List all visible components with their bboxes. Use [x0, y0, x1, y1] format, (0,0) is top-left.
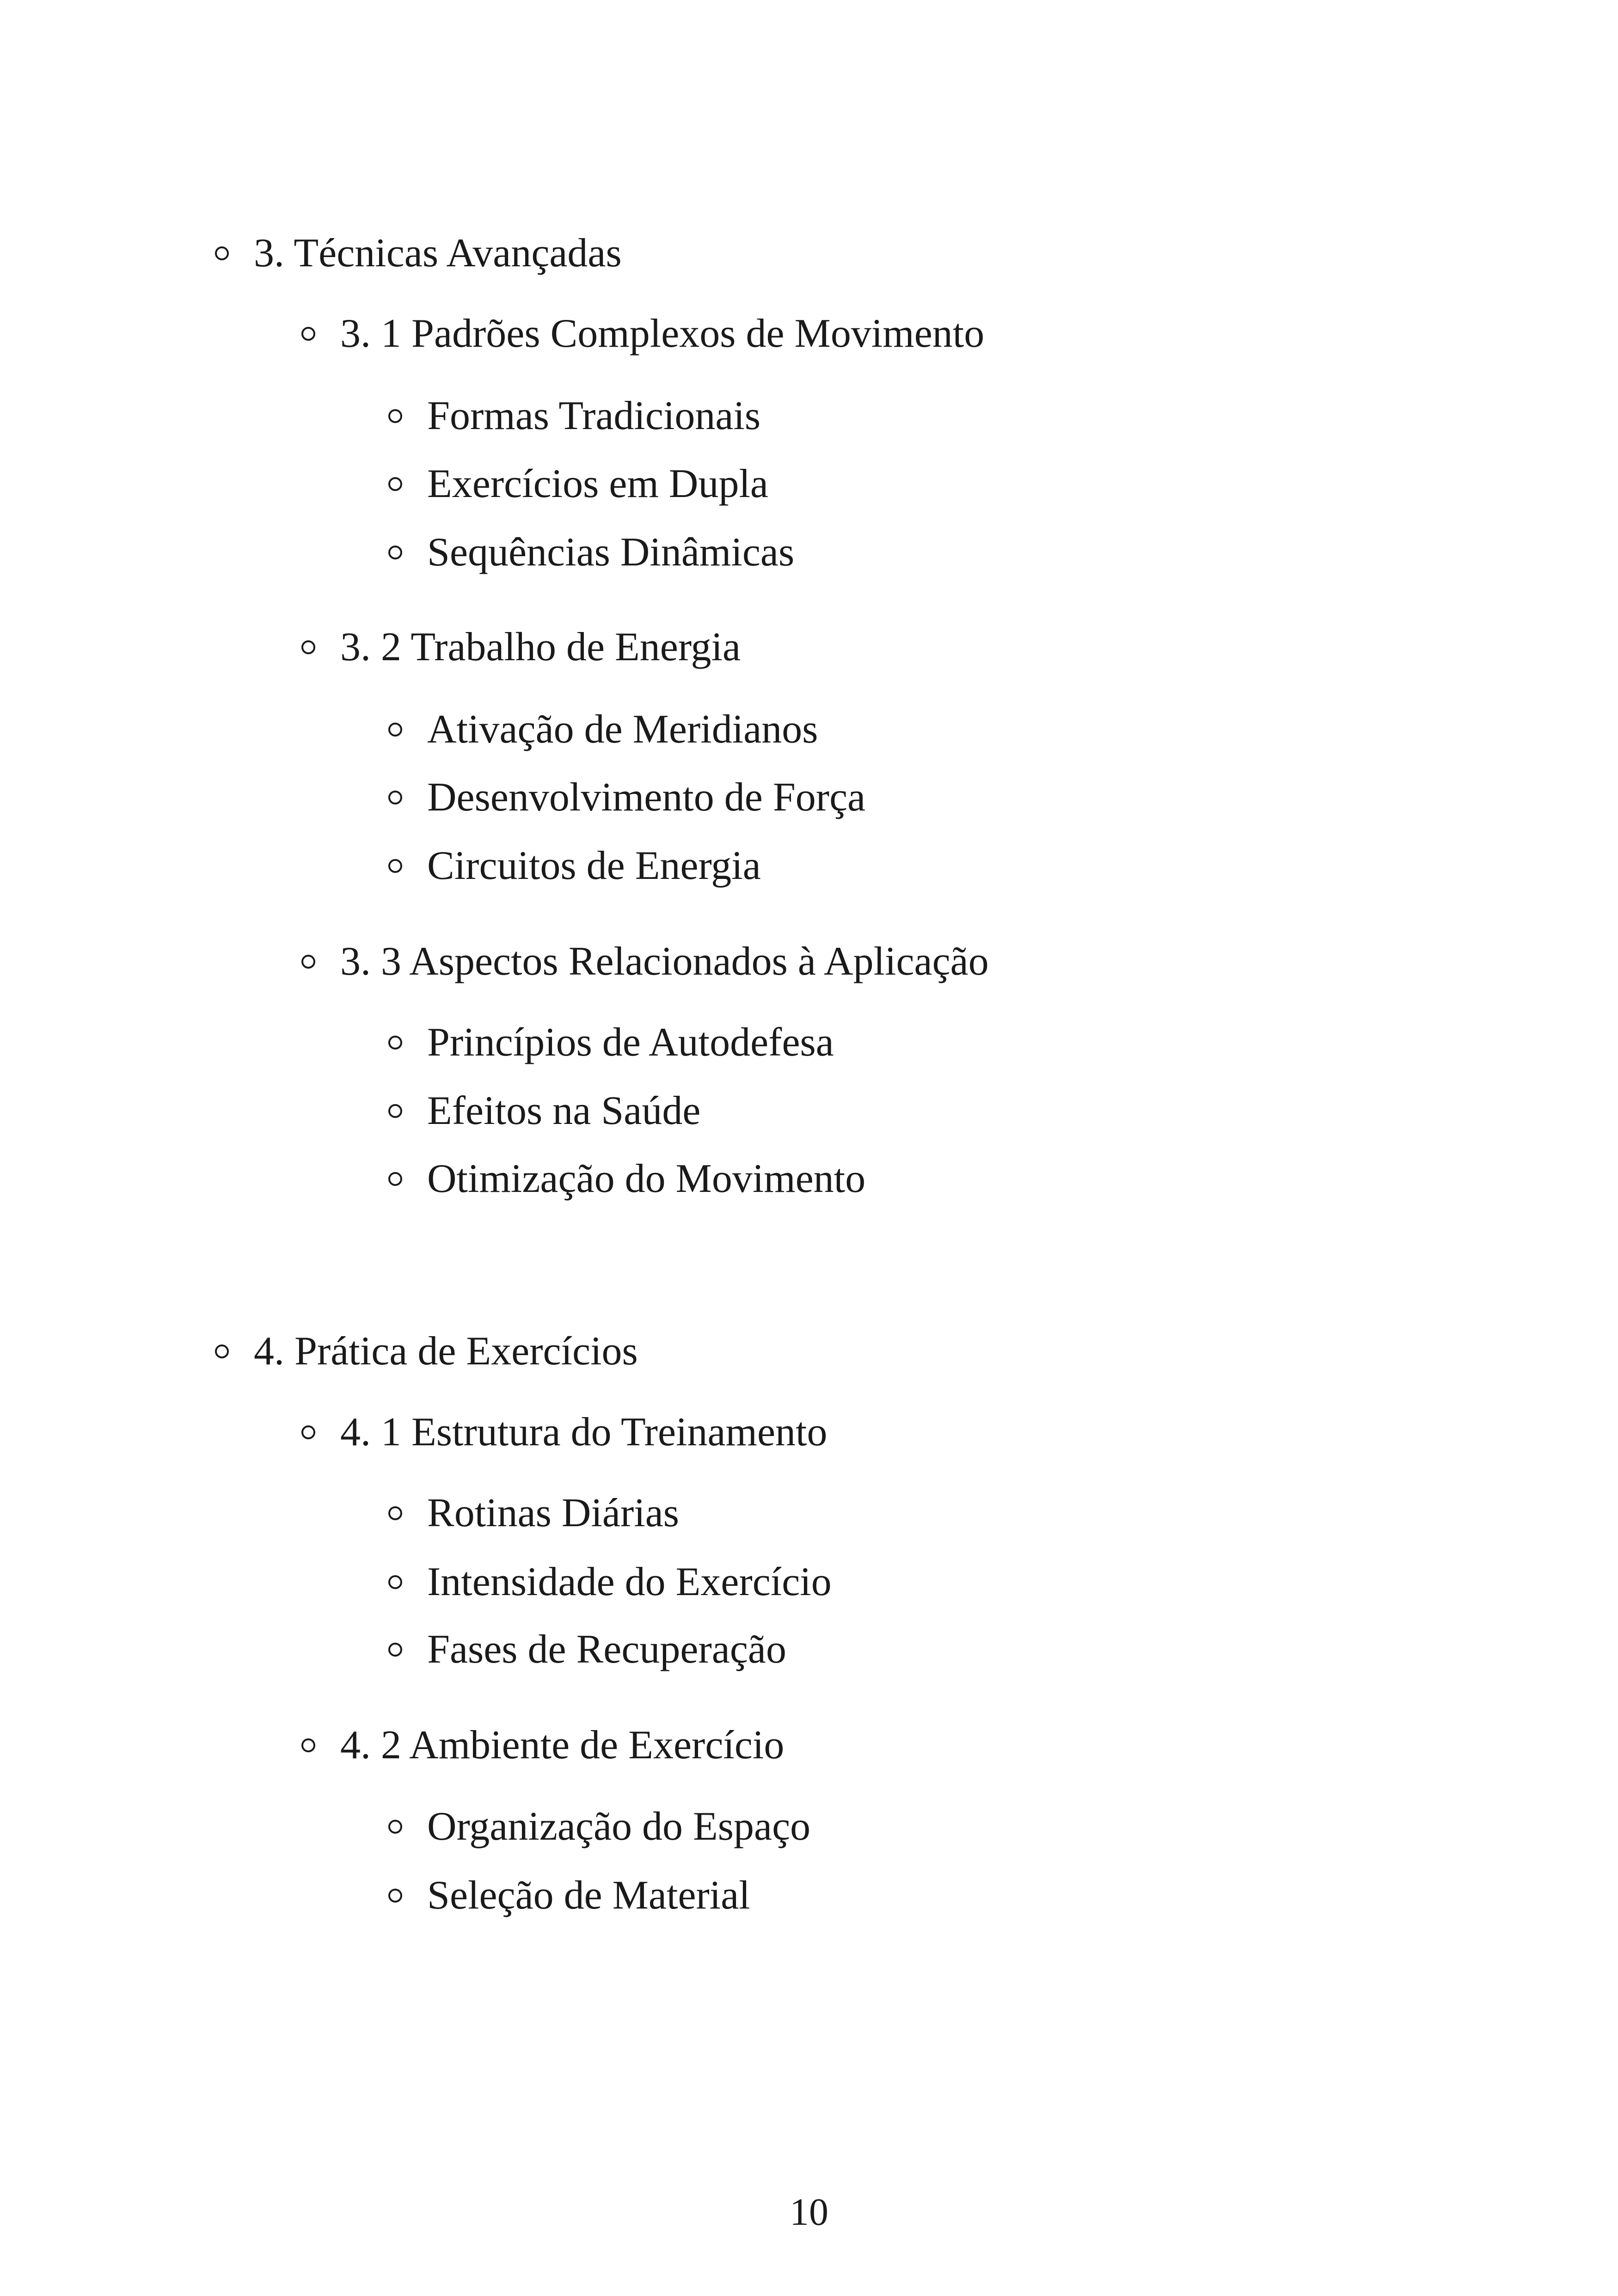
outline-item-level3 [388, 704, 818, 755]
hollow-circle-bullet-icon [388, 859, 402, 873]
hollow-circle-bullet-icon [388, 1172, 402, 1186]
outline-item-level2 [301, 1407, 827, 1458]
outline-item-level2 [301, 308, 984, 359]
list-item: Exercícios em Dupla [427, 461, 768, 506]
hollow-circle-bullet-icon [388, 477, 402, 491]
outline-item-level3 [388, 1557, 832, 1608]
outline-item-level3 [388, 1154, 865, 1204]
list-item: Sequências Dinâmicas [427, 530, 795, 575]
outline-item-level3 [388, 391, 760, 442]
outline-item-level3 [388, 527, 794, 578]
list-item: Intensidade do Exercício [427, 1559, 832, 1604]
list-item: Efeitos na Saúde [427, 1088, 701, 1133]
subsection-heading: 3. 2 Trabalho de Energia [340, 625, 741, 669]
hollow-circle-bullet-icon [388, 791, 402, 804]
list-item: Princípios de Autodefesa [427, 1020, 834, 1065]
outline-item-level3 [388, 1624, 786, 1675]
outline-item-level1 [215, 1326, 638, 1377]
subsection-heading: 3. 1 Padrões Complexos de Movimento [340, 311, 985, 356]
hollow-circle-bullet-icon [388, 1104, 402, 1118]
hollow-circle-bullet-icon [388, 1036, 402, 1050]
hollow-circle-bullet-icon [388, 1643, 402, 1657]
hollow-circle-bullet-icon [388, 1506, 402, 1520]
list-item: Otimização do Movimento [427, 1156, 866, 1201]
list-item: Ativação de Meridianos [427, 707, 818, 752]
list-item: Rotinas Diárias [427, 1491, 680, 1535]
list-item: Formas Tradicionais [427, 393, 761, 438]
outline-item-level3 [388, 841, 761, 891]
outline-item-level3 [388, 459, 768, 510]
list-item: Fases de Recuperação [427, 1627, 786, 1672]
hollow-circle-bullet-icon [301, 1425, 315, 1439]
outline-item-level2 [301, 1720, 784, 1771]
hollow-circle-bullet-icon [301, 955, 315, 969]
hollow-circle-bullet-icon [388, 1575, 402, 1589]
section-heading: 3. Técnicas Avançadas [254, 231, 622, 276]
subsection-heading: 4. 1 Estrutura do Treinamento [340, 1410, 827, 1455]
list-item: Desenvolvimento de Força [427, 775, 866, 820]
hollow-circle-bullet-icon [388, 1889, 402, 1903]
outline-item-level1 [215, 228, 622, 279]
outline-item-level3 [388, 1017, 834, 1068]
list-item: Circuitos de Energia [427, 843, 761, 888]
list-item: Organização do Espaço [427, 1804, 811, 1849]
hollow-circle-bullet-icon [301, 640, 315, 654]
subsection-heading: 4. 2 Ambiente de Exercício [340, 1723, 784, 1768]
hollow-circle-bullet-icon [388, 409, 402, 423]
outline-item-level2 [301, 622, 741, 673]
hollow-circle-bullet-icon [301, 1738, 315, 1752]
hollow-circle-bullet-icon [388, 1820, 402, 1834]
outline-item-level2 [301, 936, 989, 987]
hollow-circle-bullet-icon [388, 723, 402, 737]
outline-item-level3 [388, 772, 865, 823]
hollow-circle-bullet-icon [215, 1344, 229, 1358]
list-item: Seleção de Material [427, 1873, 750, 1918]
outline-item-level3 [388, 1086, 700, 1136]
page-number: 10 [790, 2191, 828, 2234]
outline-item-level3 [388, 1488, 679, 1539]
hollow-circle-bullet-icon [215, 246, 229, 260]
outline-item-level3 [388, 1870, 750, 1921]
hollow-circle-bullet-icon [388, 546, 402, 559]
subsection-heading: 3. 3 Aspectos Relacionados à Aplicação [340, 939, 989, 984]
section-heading: 4. Prática de Exercícios [254, 1329, 638, 1374]
hollow-circle-bullet-icon [301, 327, 315, 341]
outline-item-level3 [388, 1801, 810, 1852]
